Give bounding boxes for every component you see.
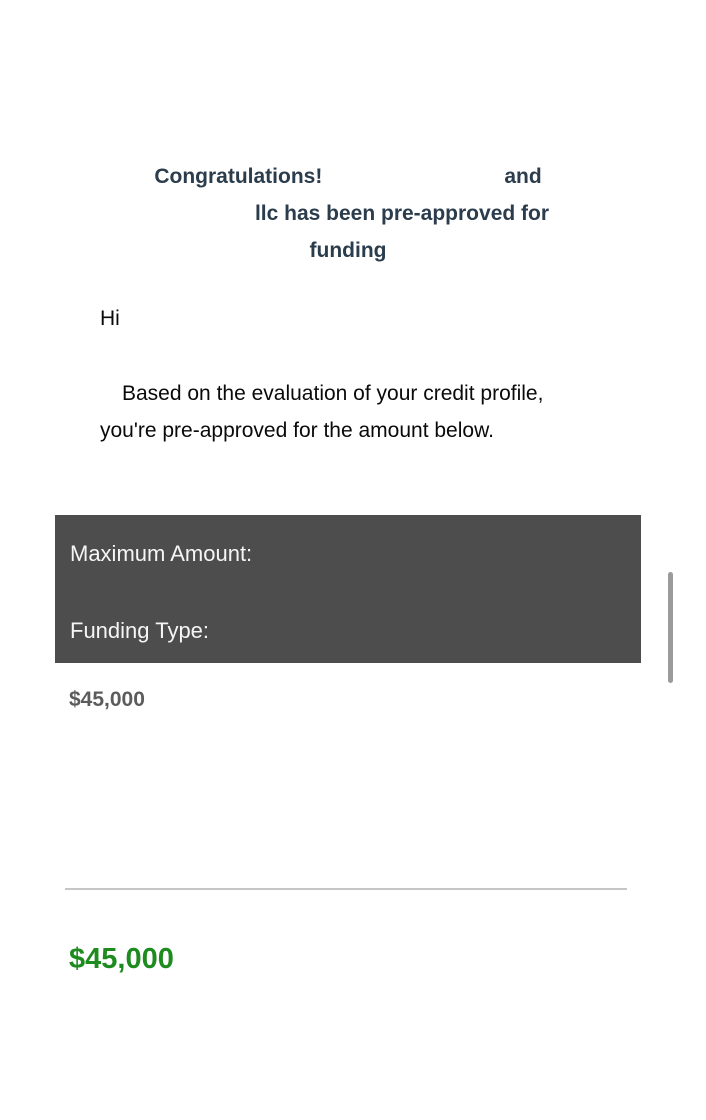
horizontal-divider bbox=[65, 888, 627, 890]
redacted-name-gap bbox=[322, 182, 504, 183]
funding-summary-box bbox=[55, 515, 641, 663]
heading-congratulations-text: Congratulations! bbox=[154, 165, 323, 188]
greeting-text: Hi bbox=[100, 307, 120, 330]
heading-line-2: llc has been pre-approved for bbox=[254, 202, 550, 225]
heading-and-text: and bbox=[504, 165, 542, 188]
maximum-amount-label: Maximum Amount: bbox=[70, 541, 253, 566]
heading-line-3: funding bbox=[309, 239, 387, 262]
funding-type-label: Funding Type: bbox=[70, 618, 210, 643]
maximum-amount-value: $45,000 bbox=[69, 688, 145, 711]
pre-approval-body-paragraph: Based on the evaluation of your credit profile, you're pre-approved for the amount below. bbox=[100, 382, 544, 442]
vertical-scrollbar-thumb[interactable] bbox=[668, 572, 673, 683]
pre-approval-heading bbox=[0, 158, 696, 269]
approved-amount-value: $45,000 bbox=[69, 943, 174, 975]
heading-line-1 bbox=[0, 158, 696, 195]
